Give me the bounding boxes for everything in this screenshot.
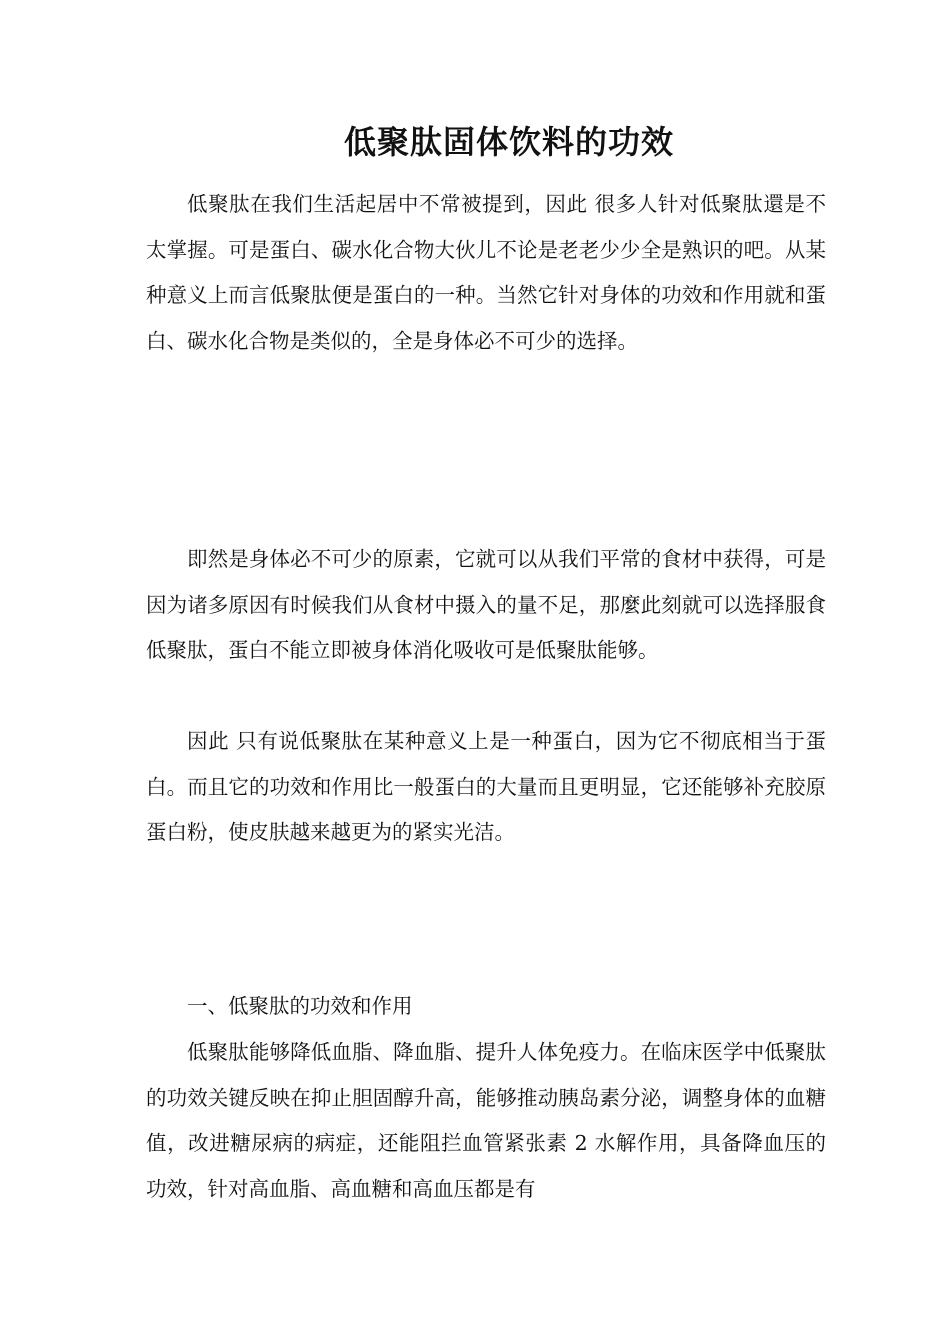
paragraph-sources: 即然是身体必不可少的原素，它就可以从我们平常的食材中获得，可是因为诸多原因有时候我们从食材中摄入的量不足，那麼此刻就可以选择服食低聚肽，蛋白不能立即被身体消化吸收可是低聚肽能够。 (146, 547, 826, 662)
paragraph-section-body: 低聚肽能够降低血脂、降血脂、提升人体免疫力。在临床医学中低聚肽的功效关键反映在抑止胆固醇升高，能够推动胰岛素分泌，调整身体的血糖值，改进糖尿病的病症，还能阻拦血管紧张素 2 水解作用，具备降血压的功效，针对高血脂、高血糖和高血压都是有 (146, 1040, 826, 1201)
paragraph-intro: 低聚肽在我们生活起居中不常被提到，因此 很多人针对低聚肽還是不太掌握。可是蛋白、碳水化合物大伙儿不论是老老少少全是熟识的吧。从某种意义上而言低聚肽便是蛋白的一种。当然它针对身体的功效和作用就和蛋白、碳水化合物是类似的，全是身体必不可少的选择。 (146, 192, 826, 353)
document-title (0, 118, 950, 166)
paragraph-collagen: 因此 只有说低聚肽在某种意义上是一种蛋白，因为它不彻底相当于蛋白。而且它的功效和作用比一般蛋白的大量而且更明显，它还能够补充胶原蛋白粉，使皮肤越来越更为的紧实光洁。 (146, 729, 826, 844)
document-title-text: 低聚肽固体饮料的功效 (343, 123, 674, 161)
section-heading: 一、低聚肽的功效和作用 (187, 994, 413, 1018)
